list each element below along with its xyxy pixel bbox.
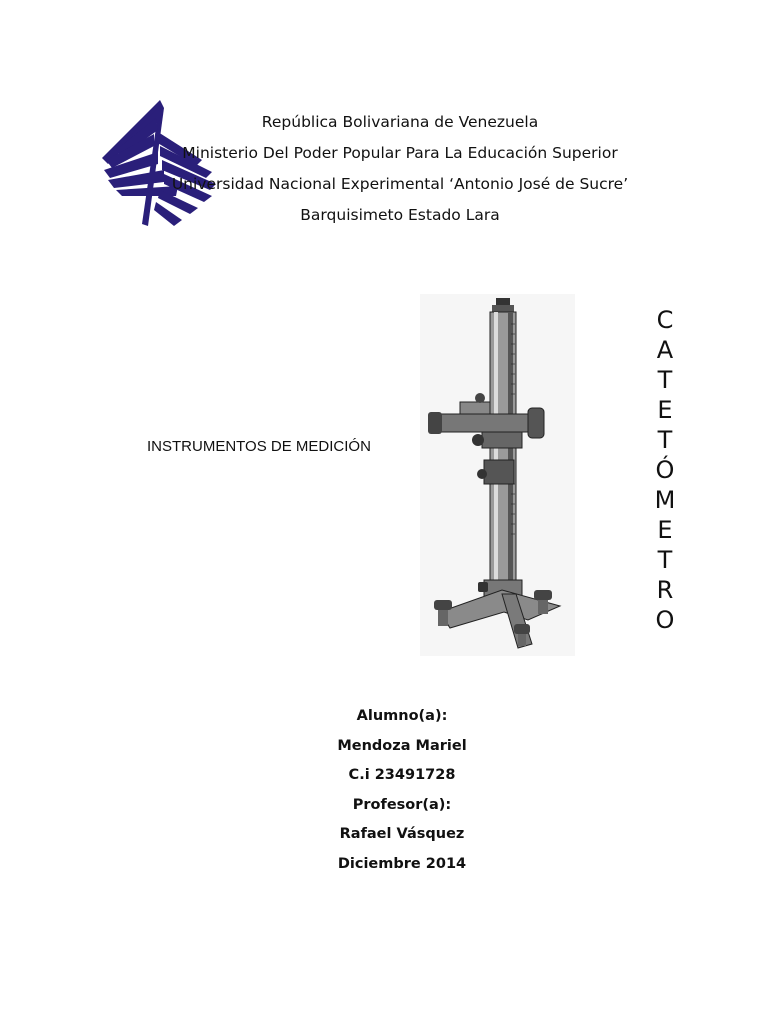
header-line-country: República Bolivariana de Venezuela [261, 113, 539, 131]
vertical-title-letter: T [657, 426, 673, 454]
vertical-title-letter: T [657, 546, 673, 574]
vertical-title-letter: C [656, 306, 674, 334]
vertical-title-letter: E [657, 516, 673, 544]
vertical-title-letter: R [656, 576, 674, 604]
cathetometer-illustration [420, 294, 575, 656]
vertical-title-letter: O [655, 606, 675, 634]
header-line-university: Universidad Nacional Experimental ‘Antonio José de Sucre’ [171, 175, 629, 193]
student-info [300, 702, 504, 879]
student-id: C.i 23491728 [348, 767, 456, 783]
document-title: INSTRUMENTOS DE MEDICIÓN [147, 438, 371, 455]
date: Diciembre 2014 [337, 855, 467, 872]
header-line-ministry: Ministerio Del Poder Popular Para La Educación Superior [182, 144, 618, 162]
vertical-title-letter: A [656, 336, 674, 364]
header-line-city: Barquisimeto Estado Lara [300, 206, 500, 224]
professor-name: Rafael Vásquez [339, 826, 465, 842]
student-label: Alumno(a): [356, 708, 448, 724]
student-name: Mendoza Mariel [337, 737, 467, 754]
vertical-title-letter: E [657, 396, 673, 424]
institution-header [130, 107, 670, 231]
vertical-title-letter: M [654, 486, 676, 514]
vertical-title [650, 305, 680, 635]
professor-label: Profesor(a): [352, 796, 452, 813]
vertical-title-letter: T [657, 366, 673, 394]
vertical-title-letter: Ó [655, 456, 675, 484]
